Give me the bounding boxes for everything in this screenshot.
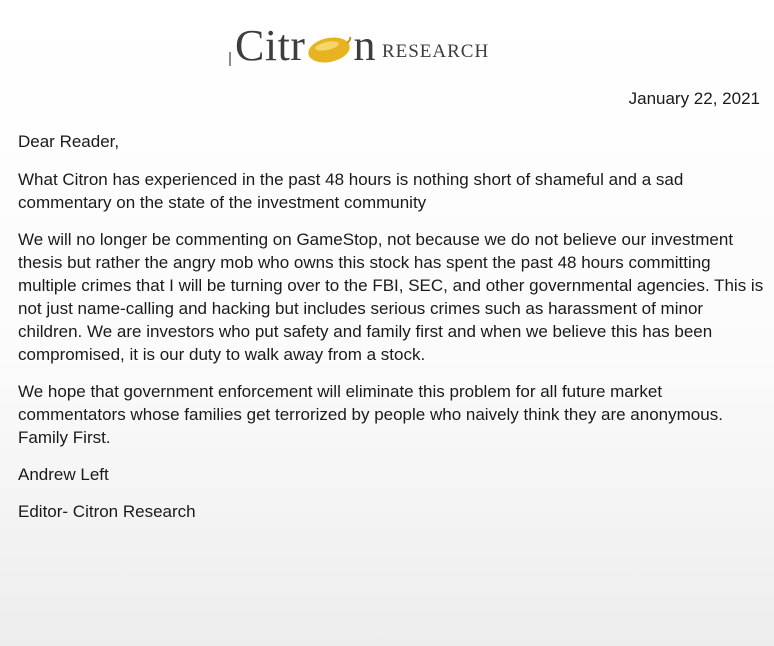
paragraph-1: What Citron has experienced in the past 48 hours is nothing short of shameful and a sad commentary on the state of the investment community <box>18 170 684 212</box>
paragraph-2: We will no longer be commenting on GameStop, not because we do not believe our investment thesis but rather the angry mob who owns this stock has spent the past 48 hours committing multiple crimes that I will be turning over to the FBI, SEC, and other governmental agencies. This is not just name-calling and hacking but includes serious crimes such as harassment of minor children. We are investors who put safety and family first and when we believe this has been compromised, it is our duty to walk away from a stock. <box>18 230 764 364</box>
signature-title: Editor- Citron Research <box>18 502 196 521</box>
logo-subtitle: RESEARCH <box>381 41 490 62</box>
letter-date: January 22, 2021 <box>628 89 760 108</box>
logo-word-end: n <box>353 21 376 70</box>
lemon-icon <box>306 33 352 65</box>
logo-word-start: Citr <box>235 21 306 70</box>
logo-divider <box>229 52 231 66</box>
paragraph-3: We hope that government enforcement will eliminate this problem for all future market commentators whose families get terrorized by people who naively think they are anonymous. Family First. <box>18 382 723 447</box>
letter-body <box>18 130 770 537</box>
salutation: Dear Reader, <box>18 132 120 151</box>
citron-research-logo <box>229 12 489 68</box>
signature-name: Andrew Left <box>18 465 109 484</box>
logo-wordmark <box>235 21 376 70</box>
